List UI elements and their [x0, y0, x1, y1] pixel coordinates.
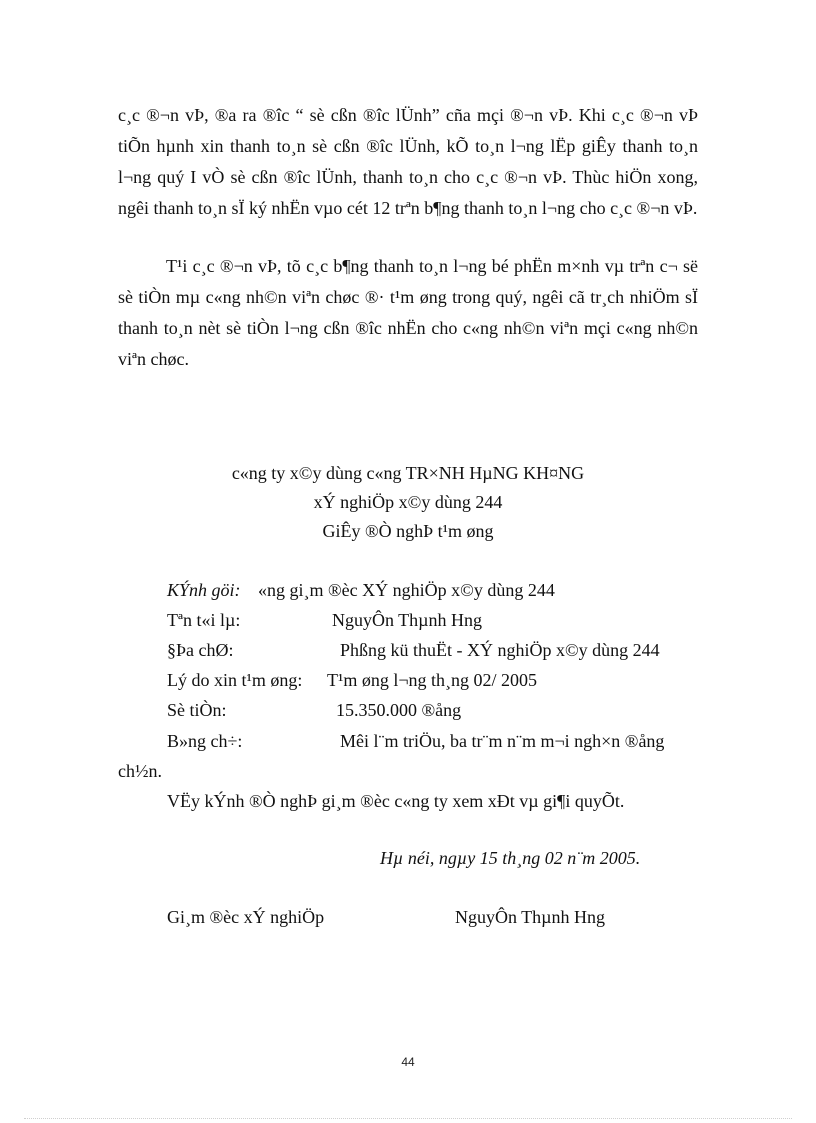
- amount-value: 15.350.000 ®ång: [336, 700, 462, 720]
- amount-label: Sè tiÒn:: [167, 700, 227, 720]
- body-paragraph-1: c¸c ®¬n vÞ, ®a ra ®îc “ sè cßn ®îc lÜnh” cña mçi ®¬n vÞ. Khi c¸c ®¬n vÞ tiÕn hµnh xin thanh to¸n sè cßn ®îc lÜnh, kÕ to¸n l¬ng lËp giÊy thanh to¸n l¬ng quý I vÒ sè cßn ®îc lÜnh, thanh to¸n cho c¸c ®¬n vÞ. Thùc hiÖn xong, ngêi thanh to¸n sÏ ký nhËn vµo cét 12 trªn b¶ng thanh to¸n l¬ng cho c¸c ®¬n vÞ.: [118, 105, 698, 218]
- page-number: 44: [401, 1055, 415, 1069]
- signer-title: Gi¸m ®èc xÝ nghiÖp: [167, 907, 325, 927]
- company-name: c«ng ty x©y dùng c«ng TR×NH HµNG KH¤NG: [231, 463, 585, 483]
- signer-name: NguyÔn Thµnh Hng: [455, 907, 606, 927]
- reason-label: Lý do xin t¹m øng:: [167, 670, 303, 690]
- name-value: NguyÔn Thµnh Hng: [332, 610, 483, 630]
- request-sentence: VËy kÝnh ®Ò nghÞ gi¸m ®èc c«ng ty xem xÐt vµ gi¶i quyÕt.: [167, 791, 625, 811]
- words-value-tail: ch½n.: [118, 761, 162, 781]
- to-value: «ng gi¸m ®èc XÝ nghiÖp x©y dùng 244: [258, 580, 555, 600]
- name-label: Tªn t«i lµ:: [167, 610, 241, 630]
- address-label: §Þa chØ:: [167, 640, 234, 660]
- address-value: Phßng kü thuËt - XÝ nghiÖp x©y dùng 244: [340, 640, 660, 660]
- body-paragraph-2: T¹i c¸c ®¬n vÞ, tõ c¸c b¶ng thanh to¸n l¬ng bé phËn m×nh vµ trªn c¬ së sè tiÒn mµ c«ng nh©n viªn chøc ®· t¹m øng trong quý, ngêi cã tr¸ch nhiÖm sÏ thanh to¸n nèt sè tiÒn l¬ng cßn ®îc nhËn cho c«ng nh©n viªn mçi c«ng nh©n viªn chøc.: [118, 256, 698, 369]
- enterprise-name: xÝ nghiÖp x©y dùng 244: [313, 492, 503, 512]
- words-value: Mêi l¨m triÖu, ba tr¨m n¨m m¬i ngh×n ®ång: [340, 731, 665, 751]
- date-line: Hµ néi, ngµy 15 th¸ng 02 n¨m 2005.: [380, 848, 641, 868]
- reason-value: T¹m øng l¬ng th¸ng 02/ 2005: [327, 670, 538, 690]
- words-label: B»ng ch÷:: [167, 731, 243, 751]
- document-title: GiÊy ®Ò nghÞ t¹m øng: [322, 521, 494, 541]
- to-label: KÝnh göi:: [167, 580, 241, 600]
- page-bottom-divider: [24, 1118, 792, 1119]
